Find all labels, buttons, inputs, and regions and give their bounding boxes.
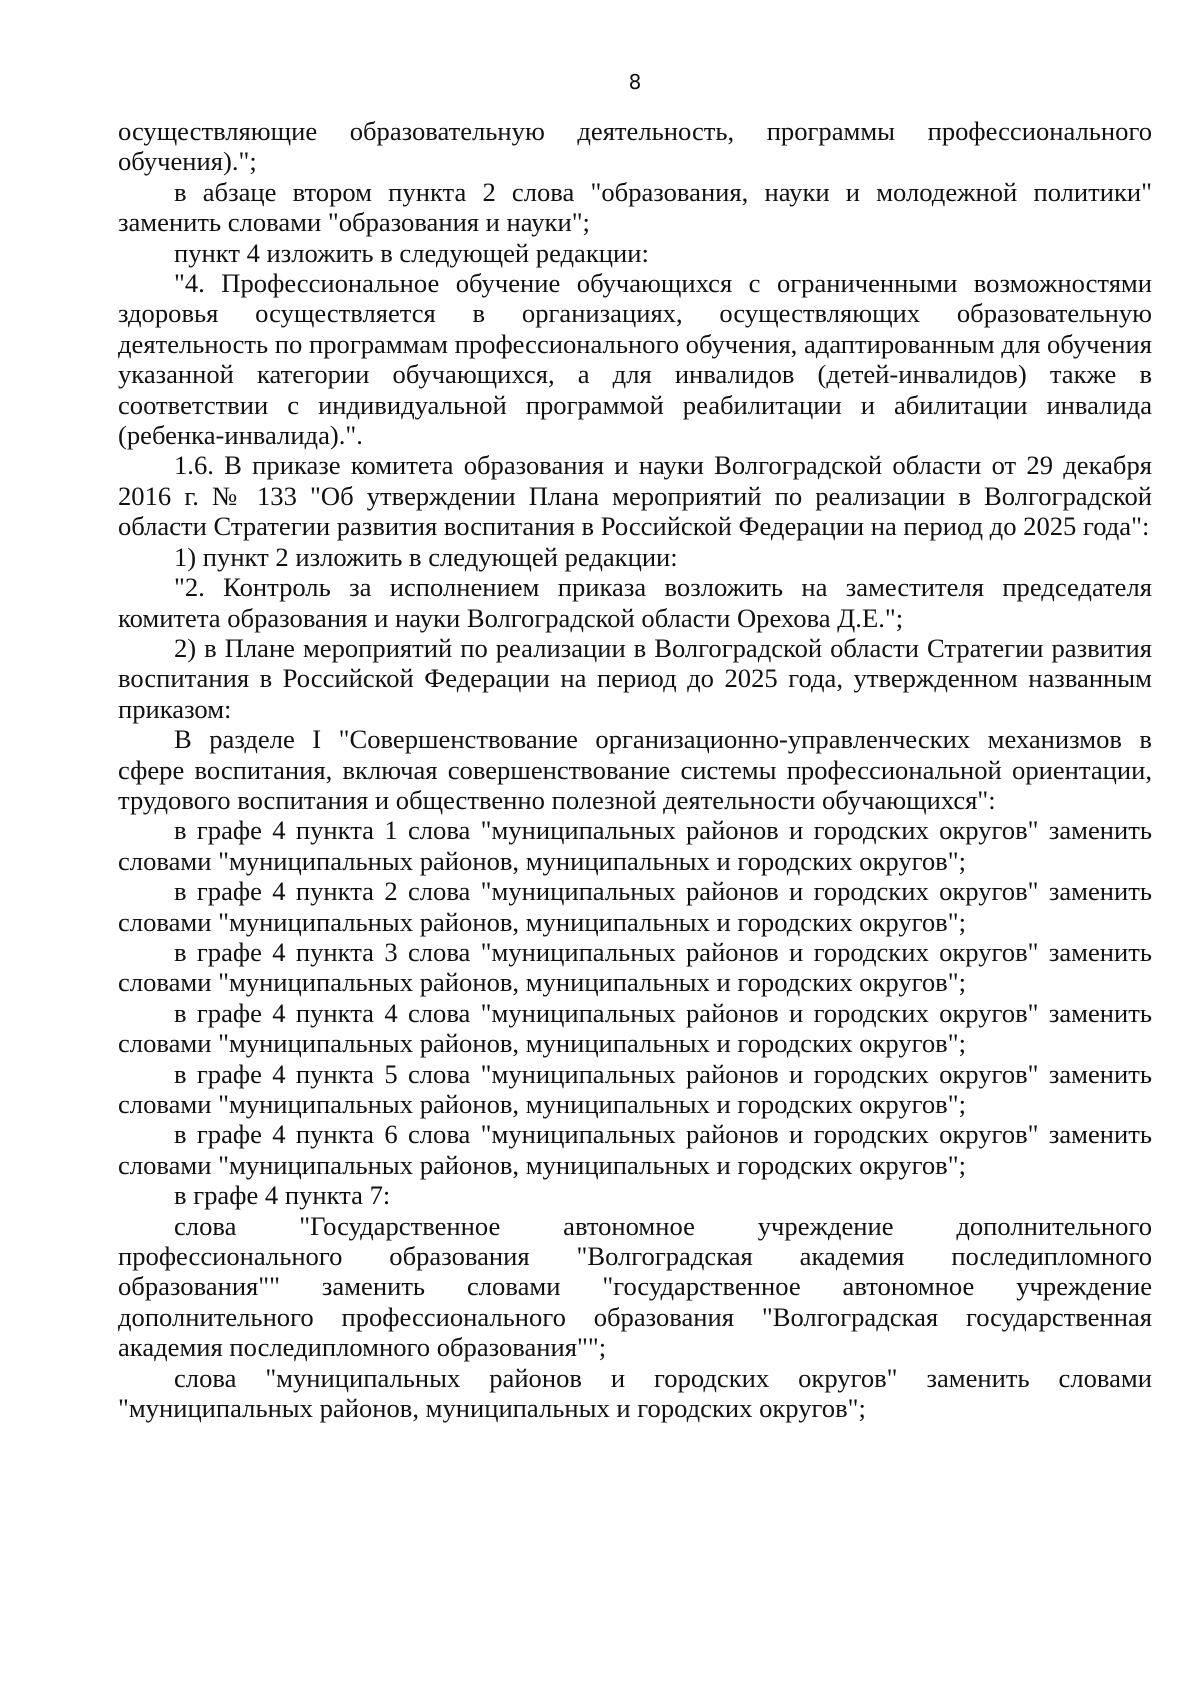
paragraph: в графе 4 пункта 4 слова "муниципальных районов и городских округов" заменить словами "муниципальных районов, муниципальных и городских округов"; (118, 997, 1152, 1059)
paragraph: в графе 4 пункта 3 слова "муниципальных районов и городских округов" заменить словами "муниципальных районов, муниципальных и городских округов"; (118, 936, 1152, 998)
page-number: 8 (628, 70, 642, 94)
paragraph: осуществляющие образовательную деятельность, программы профессионального обучения)."; (118, 116, 1152, 177)
document-body (118, 116, 1152, 1423)
paragraph: "2. Контроль за исполнением приказа возложить на заместителя председателя комитета образования и науки Волгоградской области Орехова Д.Е."; (118, 572, 1152, 633)
paragraph: В разделе I "Совершенствование организационно-управленческих механизмов в сфере воспитания, включая совершенствование системы профессиональной ориентации, трудового воспитания и общественно полезной деятельности обучающихся": (118, 724, 1152, 815)
paragraph: в абзаце втором пункта 2 слова "образования, науки и молодежной политики" заменить словами "образования и науки"; (118, 176, 1152, 238)
paragraph: в графе 4 пункта 2 слова "муниципальных районов и городских округов" заменить словами "муниципальных районов, муниципальных и городских округов"; (118, 876, 1152, 937)
paragraph: в графе 4 пункта 6 слова "муниципальных районов и городских округов" заменить словами "муниципальных районов, муниципальных и городских округов"; (118, 1119, 1152, 1180)
paragraph: слова "Государственное автономное учреждение дополнительного профессионального образования "Волгоградская академия последипломного образования"" заменить словами "государственное автономное учреждение дополнительного профессионального образования "Волгоградская государственная академия последипломного образования""; (118, 1210, 1152, 1363)
paragraph: в графе 4 пункта 5 слова "муниципальных районов и городских округов" заменить словами "муниципальных районов, муниципальных и городских округов"; (118, 1058, 1152, 1119)
paragraph: 1) пункт 2 изложить в следующей редакции: (174, 541, 678, 572)
paragraph: "4. Профессиональное обучение обучающихся с ограниченными возможностями здоровья осуществляется в организациях, осуществляющих образовательную деятельность по программам профессионального обучения, адаптированным для обучения указанной категории обучающихся, а для инвалидов (детей-инвалидов) также в соответствии с индивидуальной программой реабилитации и абилитации инвалида (ребенка-инвалида).". (118, 268, 1152, 451)
paragraph: в графе 4 пункта 7: (174, 1180, 391, 1211)
paragraph: в графе 4 пункта 1 слова "муниципальных районов и городских округов" заменить словами "муниципальных районов, муниципальных и городских округов"; (118, 815, 1152, 876)
paragraph: пункт 4 изложить в следующей редакции: (174, 237, 649, 268)
paragraph: 1.6. В приказе комитета образования и науки Волгоградской области от 29 декабря 2016 г. № 133 "Об утверждении Плана мероприятий по реализации в Волгоградской области Стратегии развития воспитания в Российской Федерации на период до 2025 года": (118, 450, 1152, 542)
paragraph: 2) в Плане мероприятий по реализации в Волгоградской области Стратегии развития воспитания в Российской Федерации на период до 2025 года, утвержденном названным приказом: (118, 632, 1152, 724)
paragraph: слова "муниципальных районов и городских округов" заменить словами "муниципальных районов, муниципальных и городских округов"; (118, 1362, 1152, 1424)
